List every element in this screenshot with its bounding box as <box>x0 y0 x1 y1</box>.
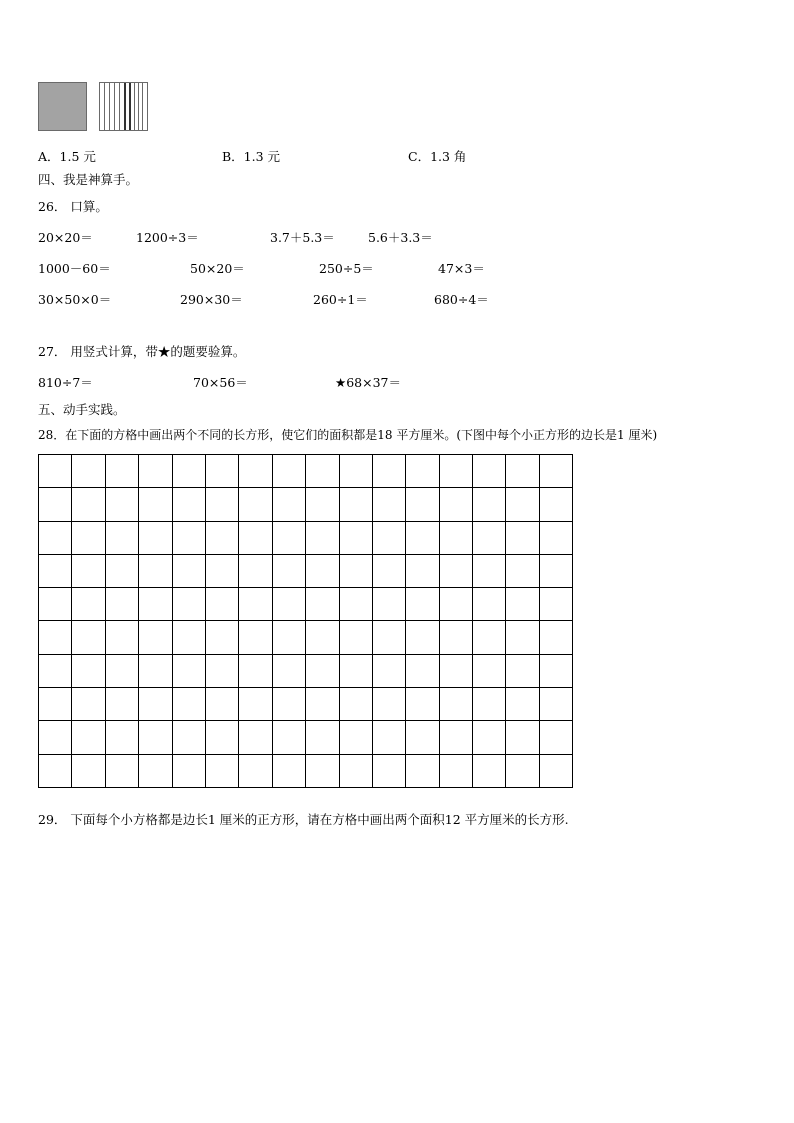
grid-cell <box>506 455 539 488</box>
grid-cell <box>306 721 339 754</box>
calc-item: 260÷1＝ <box>313 292 368 307</box>
grid-cell <box>172 688 205 721</box>
grid-cell <box>439 554 472 587</box>
grid-cell <box>239 521 272 554</box>
grid-cell <box>539 521 572 554</box>
grid-cell <box>39 488 72 521</box>
grid-cell <box>205 654 238 687</box>
grid-row <box>39 554 573 587</box>
grid-cell <box>205 688 238 721</box>
grid-cell <box>339 521 372 554</box>
grid-cell <box>72 588 105 621</box>
grid-cell <box>139 721 172 754</box>
grid-cell <box>406 754 439 787</box>
grid-cell <box>372 688 405 721</box>
grid-cell <box>105 688 138 721</box>
grid-cell <box>306 588 339 621</box>
grid-cell <box>272 754 305 787</box>
calc-item: 3.7＋5.3＝ <box>270 230 335 245</box>
question-29-title: 29． 下面每个小方格都是边长1 厘米的正方形，请在方格中画出两个面积12 平方厘米的长方形. <box>38 812 569 827</box>
grid-row <box>39 688 573 721</box>
grid-cell <box>339 455 372 488</box>
grid-cell <box>239 455 272 488</box>
grid-cell <box>272 654 305 687</box>
square-grid <box>38 454 573 788</box>
grid-cell <box>105 621 138 654</box>
grid-cell <box>439 488 472 521</box>
grid-cell <box>406 554 439 587</box>
grid-cell <box>406 621 439 654</box>
grid-cell <box>205 455 238 488</box>
grid-cell <box>72 654 105 687</box>
grid-cell <box>372 654 405 687</box>
grid-cell <box>105 588 138 621</box>
calc-item: 1000－60＝ <box>38 261 111 276</box>
grid-cell <box>39 455 72 488</box>
grid-row <box>39 721 573 754</box>
grid-cell <box>406 521 439 554</box>
grid-cell <box>139 654 172 687</box>
grid-cell <box>39 654 72 687</box>
grid-cell <box>372 754 405 787</box>
grid-cell <box>506 588 539 621</box>
grid-cell <box>539 721 572 754</box>
option-b: B．1.3 元 <box>222 149 281 164</box>
striped-square-figure <box>99 82 148 131</box>
grid-cell <box>172 554 205 587</box>
grid-cell <box>539 688 572 721</box>
grid-row <box>39 455 573 488</box>
grid-cell <box>72 521 105 554</box>
grid-cell <box>539 588 572 621</box>
grid-cell <box>239 721 272 754</box>
grid-cell <box>105 554 138 587</box>
grid-cell <box>139 488 172 521</box>
calc-item: 70×56＝ <box>193 375 248 390</box>
grid-row <box>39 588 573 621</box>
grid-cell <box>506 721 539 754</box>
grid-cell <box>172 455 205 488</box>
grid-cell <box>372 621 405 654</box>
question-27-title: 27． 用竖式计算，带★的题要验算。 <box>38 344 246 359</box>
grid-cell <box>339 621 372 654</box>
grid-cell <box>506 754 539 787</box>
grid-cell <box>306 488 339 521</box>
grid-cell <box>339 554 372 587</box>
grid-cell <box>439 521 472 554</box>
grid-cell <box>306 621 339 654</box>
grid-cell <box>172 521 205 554</box>
grid-cell <box>473 754 506 787</box>
grid-cell <box>473 554 506 587</box>
grid-cell <box>205 521 238 554</box>
grid-row <box>39 754 573 787</box>
grid-cell <box>239 488 272 521</box>
grid-cell <box>439 455 472 488</box>
grid-cell <box>205 621 238 654</box>
grid-cell <box>539 654 572 687</box>
grid-cell <box>39 754 72 787</box>
grid-cell <box>272 588 305 621</box>
grid-cell <box>72 621 105 654</box>
grid-cell <box>139 455 172 488</box>
question-28-title: 28．在下面的方格中画出两个不同的长方形，使它们的面积都是18 平方厘米。(下图中每个小正方形的边长是1 厘米) <box>38 428 658 442</box>
grid-cell <box>372 521 405 554</box>
grid-cell <box>139 521 172 554</box>
grid-cell <box>205 588 238 621</box>
grid-cell <box>306 455 339 488</box>
grid-cell <box>205 488 238 521</box>
grid-cell <box>473 488 506 521</box>
grid-cell <box>406 455 439 488</box>
grid-cell <box>272 621 305 654</box>
grid-cell <box>306 654 339 687</box>
grid-cell <box>172 588 205 621</box>
grid-cell <box>506 688 539 721</box>
grid-cell <box>439 654 472 687</box>
grid-cell <box>39 621 72 654</box>
grid-cell <box>72 754 105 787</box>
grid-cell <box>372 488 405 521</box>
grid-cell <box>506 521 539 554</box>
option-c: C．1.3 角 <box>408 149 467 164</box>
grid-cell <box>372 588 405 621</box>
grid-cell <box>506 654 539 687</box>
grid-cell <box>439 688 472 721</box>
grid-cell <box>306 554 339 587</box>
grid-cell <box>172 654 205 687</box>
grid-cell <box>473 654 506 687</box>
grid-cell <box>372 721 405 754</box>
grid-row <box>39 521 573 554</box>
calc-item: 50×20＝ <box>190 261 245 276</box>
grid-cell <box>105 455 138 488</box>
grid-cell <box>205 721 238 754</box>
grid-cell <box>239 688 272 721</box>
grid-cell <box>372 455 405 488</box>
grid-cell <box>439 721 472 754</box>
grid-cell <box>105 754 138 787</box>
grid-cell <box>339 754 372 787</box>
grid-cell <box>406 688 439 721</box>
grid-cell <box>406 721 439 754</box>
grid-cell <box>239 754 272 787</box>
grid-cell <box>105 654 138 687</box>
option-a: A．1.5 元 <box>38 149 96 164</box>
grid-cell <box>172 754 205 787</box>
calc-item: 20×20＝ <box>38 230 93 245</box>
grid-cell <box>39 554 72 587</box>
grid-cell <box>272 455 305 488</box>
calc-item: 680÷4＝ <box>434 292 489 307</box>
grid-cell <box>39 521 72 554</box>
grid-cell <box>473 588 506 621</box>
grid-cell <box>272 688 305 721</box>
grid-cell <box>272 554 305 587</box>
grid-cell <box>306 521 339 554</box>
grid-cell <box>372 554 405 587</box>
section-4-title: 四、我是神算手。 <box>38 172 139 187</box>
grid-cell <box>172 488 205 521</box>
calc-item: 30×50×0＝ <box>38 292 112 307</box>
grid-cell <box>506 621 539 654</box>
grid-cell <box>339 688 372 721</box>
grid-cell <box>139 621 172 654</box>
grid-cell <box>439 588 472 621</box>
calc-item: 47×3＝ <box>438 261 485 276</box>
grid-row <box>39 621 573 654</box>
grid-cell <box>72 488 105 521</box>
grid-cell <box>139 688 172 721</box>
calc-item: 1200÷3＝ <box>136 230 199 245</box>
grid-cell <box>39 688 72 721</box>
grid-cell <box>172 721 205 754</box>
grid-cell <box>72 721 105 754</box>
calc-item: 250÷5＝ <box>319 261 374 276</box>
grid-cell <box>539 754 572 787</box>
grid-cell <box>339 654 372 687</box>
grid-cell <box>72 455 105 488</box>
grid-cell <box>39 588 72 621</box>
grid-cell <box>205 754 238 787</box>
grid-cell <box>105 521 138 554</box>
calc-item: ★68×37＝ <box>335 375 401 390</box>
grid-cell <box>306 688 339 721</box>
grid-cell <box>406 488 439 521</box>
grid-cell <box>239 588 272 621</box>
grid-cell <box>72 554 105 587</box>
grid-cell <box>139 588 172 621</box>
grid-cell <box>473 721 506 754</box>
grid-cell <box>539 621 572 654</box>
grid-cell <box>272 721 305 754</box>
grid-cell <box>473 455 506 488</box>
question-26-title: 26． 口算。 <box>38 199 108 214</box>
grid-cell <box>272 521 305 554</box>
calc-item: 5.6＋3.3＝ <box>368 230 433 245</box>
grid-row <box>39 654 573 687</box>
calc-item: 810÷7＝ <box>38 375 93 390</box>
grid-cell <box>539 488 572 521</box>
grid-cell <box>239 554 272 587</box>
grid-cell <box>72 688 105 721</box>
grid-cell <box>172 621 205 654</box>
grid-cell <box>406 588 439 621</box>
grid-cell <box>506 554 539 587</box>
grid-cell <box>439 621 472 654</box>
grid-cell <box>105 488 138 521</box>
grid-cell <box>439 754 472 787</box>
section-5-title: 五、动手实践。 <box>38 402 126 417</box>
grid-cell <box>339 488 372 521</box>
grid-cell <box>406 654 439 687</box>
grid-cell <box>473 521 506 554</box>
grid-cell <box>473 688 506 721</box>
grid-cell <box>539 554 572 587</box>
shaded-square-figure <box>38 82 87 131</box>
grid-cell <box>339 721 372 754</box>
grid-cell <box>306 754 339 787</box>
calc-item: 290×30＝ <box>180 292 243 307</box>
grid-cell <box>539 455 572 488</box>
grid-cell <box>239 654 272 687</box>
grid-row <box>39 488 573 521</box>
grid-cell <box>506 488 539 521</box>
grid-cell <box>139 754 172 787</box>
grid-cell <box>339 588 372 621</box>
grid-cell <box>239 621 272 654</box>
grid-cell <box>205 554 238 587</box>
grid-cell <box>473 621 506 654</box>
grid-cell <box>272 488 305 521</box>
grid-cell <box>139 554 172 587</box>
grid-cell <box>39 721 72 754</box>
grid-cell <box>105 721 138 754</box>
